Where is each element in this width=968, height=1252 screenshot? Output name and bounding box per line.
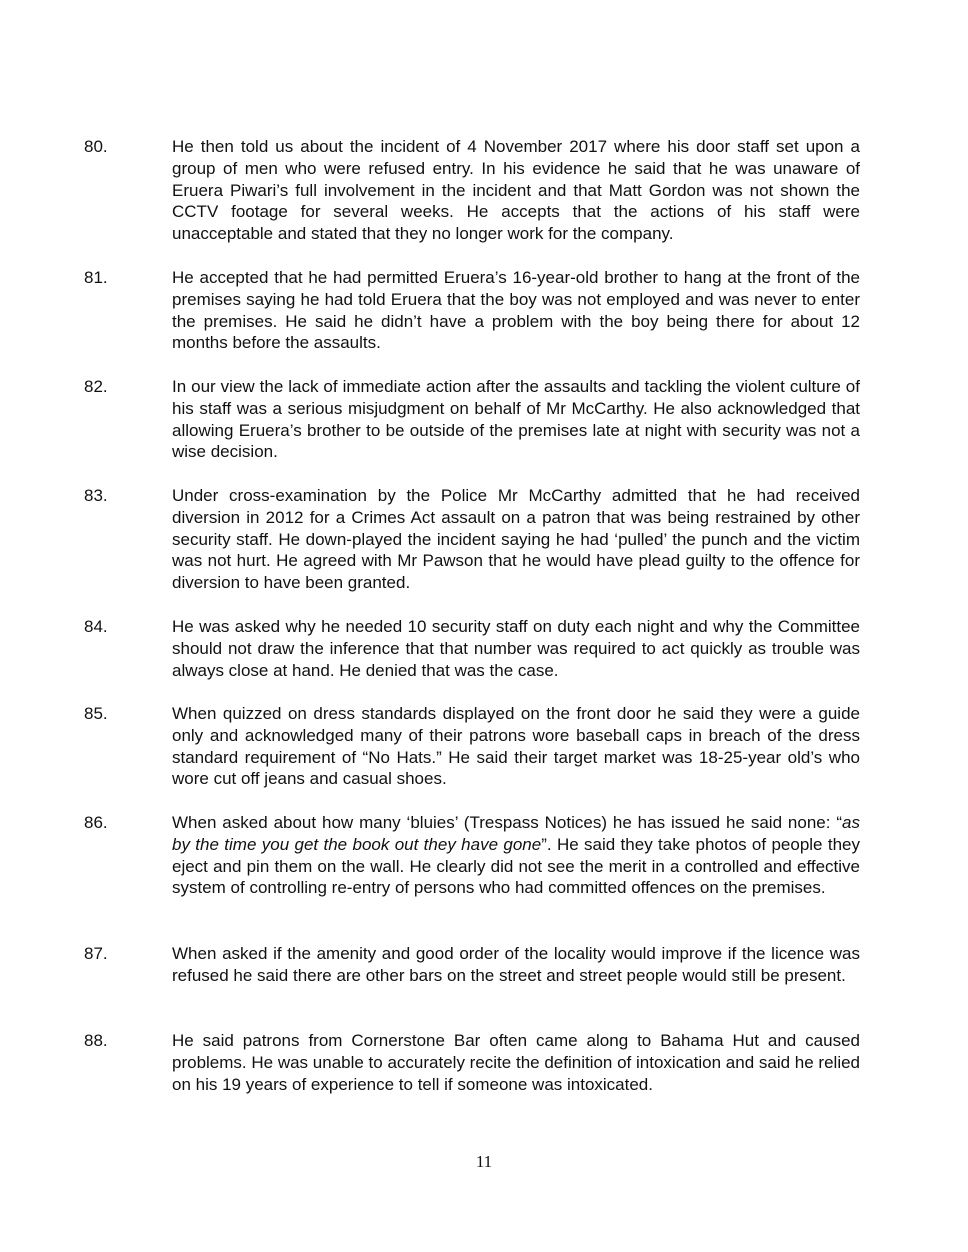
paragraph-text-end: ”. He said they take photos of people they eject and pin them on the wall. He clearly did not see the merit in a controlled and effective system of controlling re-entry of persons who had committed offences on the premises. xyxy=(172,834,860,898)
paragraph-88 xyxy=(84,1030,864,1095)
paragraph-85 xyxy=(84,703,864,790)
paragraph-number: 87. xyxy=(84,944,108,963)
paragraph-83 xyxy=(84,485,864,594)
paragraph-number: 84. xyxy=(84,617,108,636)
quoted-statement: as by the time you get the book out they have gone xyxy=(172,813,860,854)
paragraph-text: He was asked why he needed 10 security staff on duty each night and why the Committee should not draw the inference that that number was required to act quickly as trouble was always close at hand. He denied that was the case. xyxy=(172,617,860,680)
paragraph-text: When asked if the amenity and good order of the locality would improve if the licence was refused he said there are other bars on the street and street people would still be present. xyxy=(172,944,860,985)
paragraph-text: He accepted that he had permitted Eruera’s 16-year-old brother to hang at the front of the premises saying he had told Eruera that the boy was not employed and was never to enter the premises. He said he didn’t have a problem with the boy being there for about 12 months before the assaults. xyxy=(172,268,860,353)
paragraph-number: 85. xyxy=(84,704,108,723)
paragraph-text xyxy=(172,812,860,899)
paragraph-number: 81. xyxy=(84,268,108,287)
paragraph-80 xyxy=(84,136,864,245)
paragraph-82 xyxy=(84,376,864,463)
paragraph-number: 83. xyxy=(84,486,108,505)
paragraph-81 xyxy=(84,267,864,354)
paragraph-86 xyxy=(84,812,864,899)
paragraph-number: 80. xyxy=(84,137,108,156)
paragraph-number: 86. xyxy=(84,813,108,832)
paragraph-text: When quizzed on dress standards displayed on the front door he said they were a guide only and acknowledged many of their patrons wore baseball caps in breach of the dress standard requirement of “No Hats.” He said their target market was 18-25-year old’s who wore cut off jeans and casual shoes. xyxy=(172,704,860,789)
paragraph-number: 88. xyxy=(84,1031,108,1050)
paragraph-84 xyxy=(84,616,864,681)
paragraph-text: He said patrons from Cornerstone Bar often came along to Bahama Hut and caused problems. He was unable to accurately recite the definition of intoxication and said he relied on his 19 years of experience to tell if someone was intoxicated. xyxy=(172,1031,860,1094)
page-number: 11 xyxy=(475,1152,493,1171)
paragraph-text-start: When asked about how many ‘bluies’ (Trespass Notices) he has issued he said none: “ xyxy=(172,813,843,832)
paragraph-number: 82. xyxy=(84,377,108,396)
paragraph-text: In our view the lack of immediate action after the assaults and tackling the violent culture of his staff was a serious misjudgment on behalf of Mr McCarthy. He also acknowledged that allowing Eruera’s brother to be outside of the premises late at night with security was not a wise decision. xyxy=(172,377,860,462)
paragraph-text: Under cross-examination by the Police Mr McCarthy admitted that he had received diversion in 2012 for a Crimes Act assault on a patron that was being restrained by other security staff. He down-played the incident saying he had ‘pulled’ the punch and the victim was not hurt. He agreed with Mr Pawson that he would have plead guilty to the offence for diversion to have been granted. xyxy=(172,486,860,593)
paragraph-87 xyxy=(84,943,864,987)
paragraph-text: He then told us about the incident of 4 November 2017 where his door staff set upon a group of men who were refused entry. In his evidence he said that he was unaware of Eruera Piwari’s full involvement in the incident and that Matt Gordon was not shown the CCTV footage for several weeks. He accepts that the actions of his staff were unacceptable and stated that they no longer work for the company. xyxy=(172,137,860,244)
